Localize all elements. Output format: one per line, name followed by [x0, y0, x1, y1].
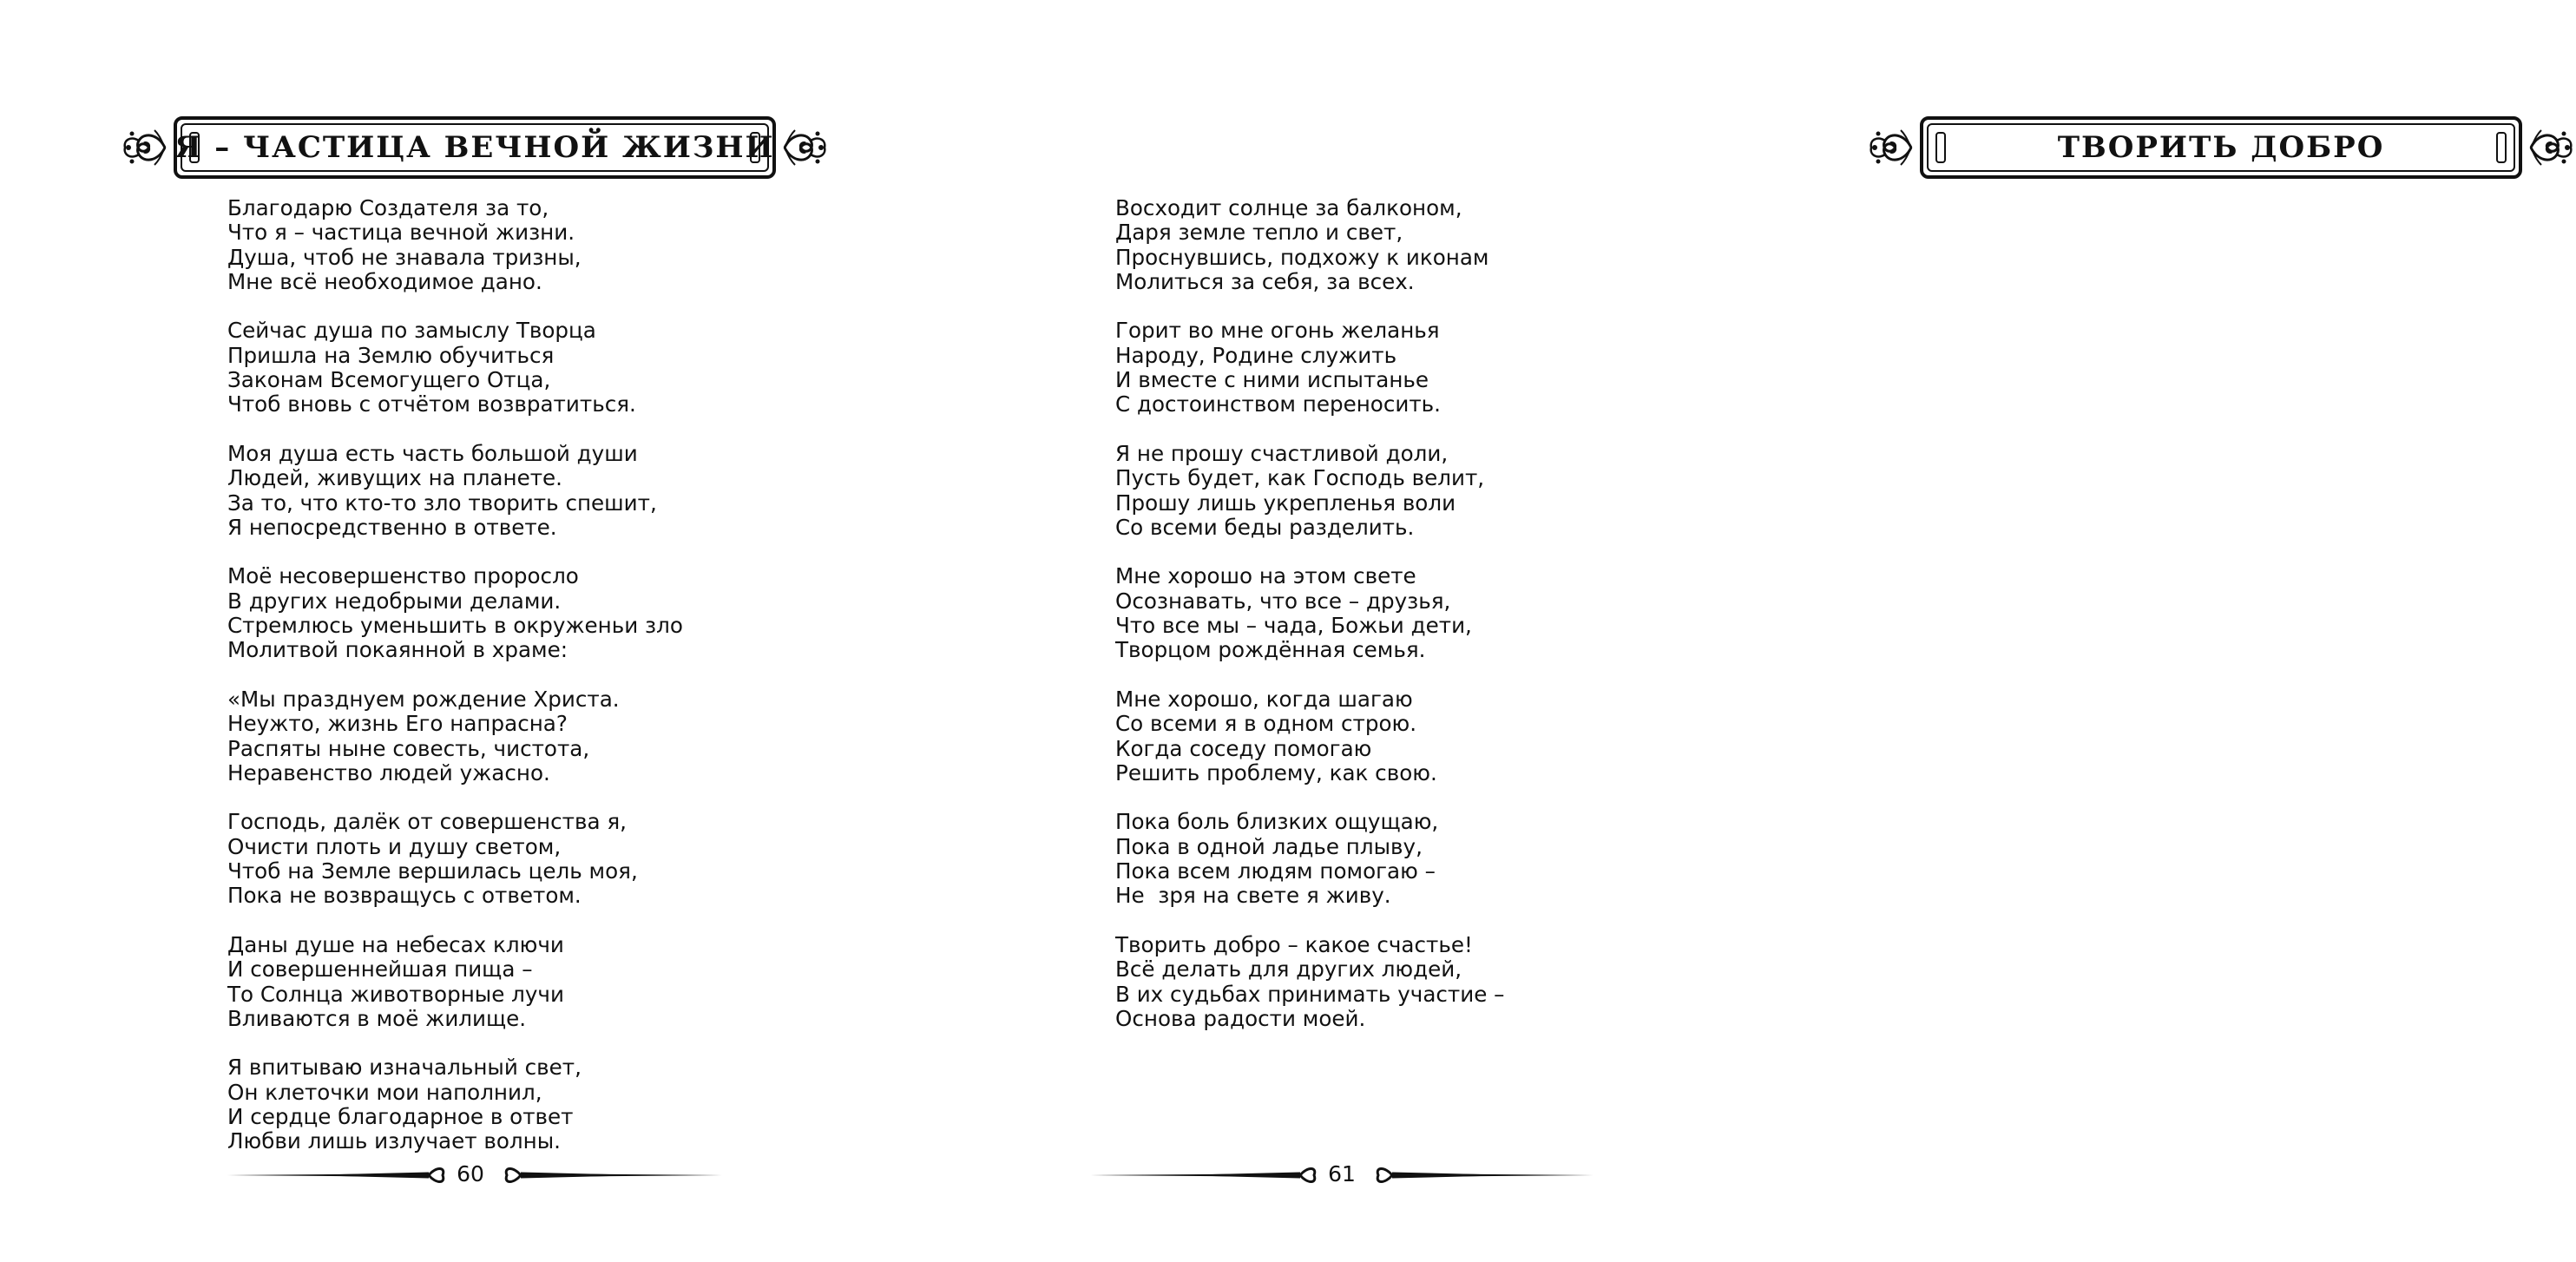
- stanza: [1115, 319, 1653, 417]
- poem-line: Горит во мне огонь желанья: [1115, 318, 1440, 344]
- title-frame: [174, 116, 776, 179]
- stanza: [227, 564, 766, 662]
- poem-line: И сердце благодарное в ответ: [227, 1103, 574, 1129]
- poem-line: Даны душе на небесах ключи: [227, 931, 564, 957]
- stanza: [227, 1055, 766, 1154]
- poem-line: Я не прошу счастливой доли,: [1115, 440, 1449, 466]
- stanza: [1115, 196, 1653, 294]
- poem-line: То Солнца животворные лучи: [227, 981, 564, 1007]
- poem-line: Распяты ныне совесть, чистота,: [227, 735, 590, 761]
- poem-line: Любви лишь излучает волны.: [227, 1128, 561, 1154]
- stanza: [1115, 810, 1653, 908]
- poem-line: Восходит солнце за балконом,: [1115, 195, 1462, 220]
- poem-line: За то, что кто-то зло творить спешит,: [227, 490, 657, 516]
- poem-line: Осознавать, что все – друзья,: [1115, 588, 1451, 614]
- poem-line: Молиться за себя, за всех.: [1115, 268, 1415, 294]
- poem-line: Что все мы – чада, Божьи дети,: [1115, 613, 1472, 639]
- poem-title: Я – ЧАСТИЦА ВЕЧНОЙ ЖИЗНИ: [174, 130, 775, 165]
- poem-line: «Мы празднуем рождение Христа.: [227, 686, 620, 712]
- poem-line: Вливаются в моё жилище.: [227, 1005, 527, 1031]
- scroll-ornament-icon: [120, 125, 170, 170]
- poem-line: И совершеннейшая пища –: [227, 956, 533, 983]
- poem-line: Мне хорошо на этом свете: [1115, 563, 1416, 589]
- scroll-ornament-icon: [1866, 125, 1916, 170]
- poem-line: Господь, далёк от совершенства я,: [227, 809, 627, 835]
- poem-line: Стремлюсь уменьшить в окруженьи зло: [227, 613, 683, 639]
- poem-line: Людей, живущих на планете.: [227, 465, 562, 491]
- poem-line: Решить проблему, как свою.: [1115, 759, 1437, 785]
- poem-line: Даря земле тепло и свет,: [1115, 220, 1403, 246]
- poem-line: Народу, Родине служить: [1115, 342, 1397, 368]
- poem-line: Моё несовершенство проросло: [227, 563, 579, 589]
- poem-line: Благодарю Создателя за то,: [227, 195, 549, 220]
- poem-line: Со всеми беды разделить.: [1115, 514, 1415, 540]
- poem-line: В их судьбах принимать участие –: [1115, 981, 1505, 1007]
- stanza: [1115, 564, 1653, 662]
- stanza: [1115, 442, 1653, 540]
- title-frame: [1920, 116, 2522, 179]
- stanza: [227, 196, 766, 294]
- poem-line: Сейчас душа по замыслу Творца: [227, 318, 596, 344]
- poem-title: ТВОРИТЬ ДОБРО: [2057, 130, 2385, 165]
- poem-line: Моя душа есть часть большой души: [227, 440, 638, 466]
- right-page: [893, 0, 2385, 1262]
- poem-body: [227, 196, 766, 1179]
- poem-line: Пока всем людям помогаю –: [1115, 858, 1436, 884]
- poem-line: Неужто, жизнь Его напрасна?: [227, 711, 568, 737]
- poem-line: Пока в одной ладье плыву,: [1115, 833, 1423, 859]
- poem-line: Не зря на свете я живу.: [1115, 883, 1391, 909]
- poem-line: Пока боль близких ощущаю,: [1115, 809, 1439, 835]
- page-number: 61: [1328, 1161, 1356, 1186]
- stanza: [227, 687, 766, 785]
- poem-line: Я впитываю изначальный свет,: [227, 1055, 582, 1081]
- poem-line: Душа, чтоб не знавала тризны,: [227, 244, 582, 270]
- poem-body: [1115, 196, 1653, 1055]
- poem-line: Творцом рождённая семья.: [1115, 637, 1426, 663]
- poem-line: Что я – частица вечной жизни.: [227, 220, 575, 246]
- poem-line: Основа радости моей.: [1115, 1005, 1366, 1031]
- poem-line: Он клеточки мои наполнил,: [227, 1079, 542, 1105]
- stanza: [227, 442, 766, 540]
- poem-line: Молитвой покаянной в храме:: [227, 637, 568, 663]
- poem-line: Со всеми я в одном строю.: [1115, 711, 1417, 737]
- poem-line: Пришла на Землю обучиться: [227, 342, 555, 368]
- scroll-ornament-icon: [779, 125, 830, 170]
- poem-line: Законам Всемогущего Отца,: [227, 367, 551, 393]
- stanza: [227, 933, 766, 1031]
- poem-line: С достоинством переносить.: [1115, 391, 1441, 417]
- scroll-ornament-icon: [2526, 125, 2576, 170]
- page-footer: [1090, 1160, 1594, 1191]
- page-number: 60: [457, 1161, 484, 1186]
- poem-line: Чтоб на Земле вершилась цель моя,: [227, 858, 638, 884]
- poem-line: Творить добро – какое счастье!: [1115, 931, 1473, 957]
- poem-line: Я непосредственно в ответе.: [227, 514, 557, 540]
- left-page: [0, 0, 893, 1262]
- poem-line: Проснувшись, подхожу к иконам: [1115, 244, 1489, 270]
- stanza: [227, 810, 766, 908]
- poem-line: Когда соседу помогаю: [1115, 735, 1372, 761]
- poem-line: Прошу лишь укрепленья воли: [1115, 490, 1456, 516]
- poem-header: [120, 113, 830, 184]
- poem-line: Очисти плоть и душу светом,: [227, 833, 562, 859]
- poem-line: И вместе с ними испытанье: [1115, 367, 1429, 393]
- poem-line: Пусть будет, как Господь велит,: [1115, 465, 1485, 491]
- page-footer: [227, 1160, 722, 1191]
- poem-line: Пока не возвращусь с ответом.: [227, 883, 582, 909]
- poem-line: Всё делать для других людей,: [1115, 956, 1462, 983]
- stanza: [1115, 933, 1653, 1031]
- poem-line: Чтоб вновь с отчётом возвратиться.: [227, 391, 636, 417]
- stanza: [1115, 687, 1653, 785]
- poem-line: Мне всё необходимое дано.: [227, 268, 542, 294]
- poem-header: [1866, 113, 2576, 184]
- stanza: [227, 319, 766, 417]
- poem-line: В других недобрыми делами.: [227, 588, 562, 614]
- poem-line: Мне хорошо, когда шагаю: [1115, 686, 1413, 712]
- poem-line: Неравенство людей ужасно.: [227, 759, 550, 785]
